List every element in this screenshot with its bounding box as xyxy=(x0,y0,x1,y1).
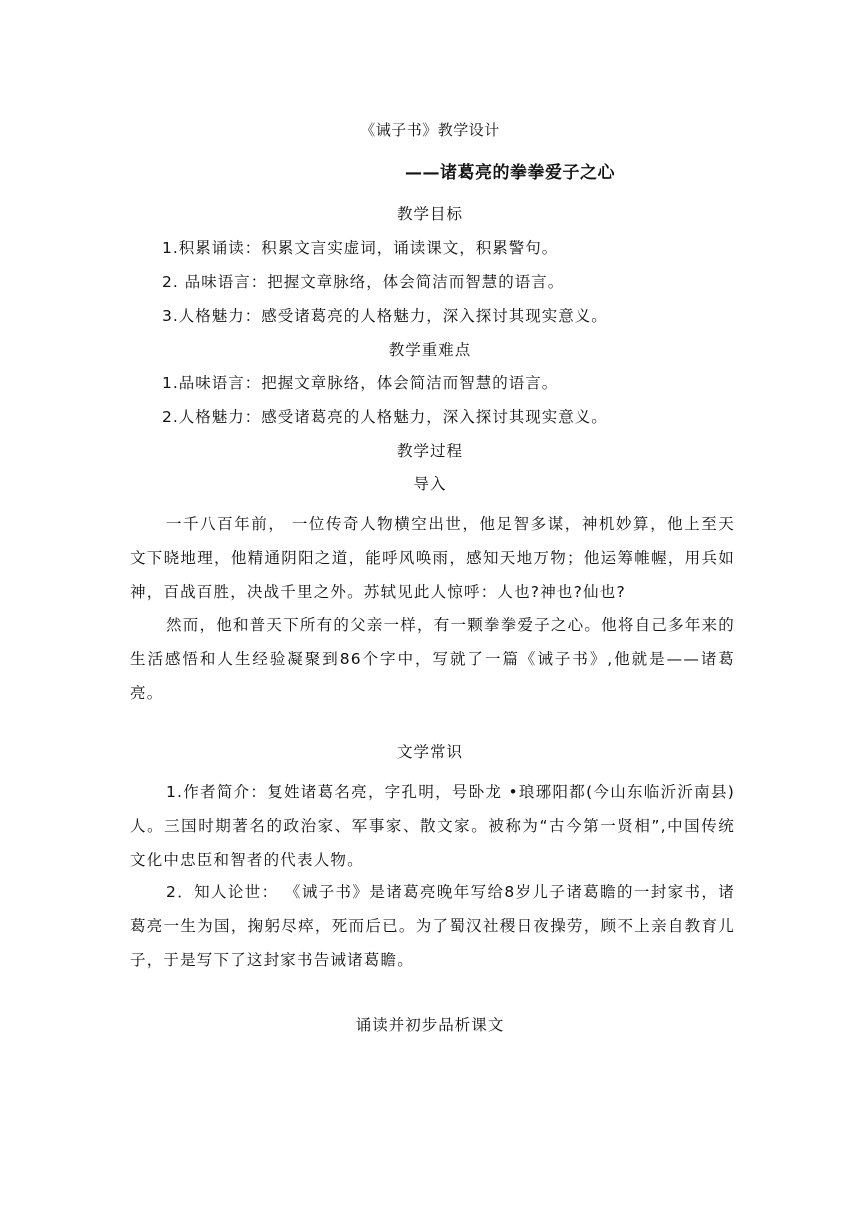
key-point-item: 1.品味语言：把握文章脉络，体会简洁而智慧的语言。 xyxy=(162,374,559,392)
literature-paragraph: 2．知人论世： 《诫子书》是诸葛亮晚年写给8岁儿子诸葛瞻的一封家书，诸葛亮一生为国，掬躬尽瘁，死而后已。为了蜀汉社稷日夜操劳，顾不上亲自教育儿子，于是写下了这封家书告诫诸葛瞻。 xyxy=(130,883,735,969)
process-heading: 教学过程 xyxy=(396,442,463,460)
goal-item: 2. 品味语言：把握文章脉络，体会简洁而智慧的语言。 xyxy=(162,273,565,291)
goal-item: 3.人格魅力：感受诸葛亮的人格魅力，深入探讨其现实意义。 xyxy=(162,307,608,325)
literature-heading: 文学常识 xyxy=(396,743,463,761)
document-subtitle: ——诸葛亮的拳拳爱子之心 xyxy=(405,163,615,183)
key-point-item: 2.人格魅力：感受诸葛亮的人格魅力，深入探讨其现实意义。 xyxy=(162,408,608,426)
intro-paragraph: 然而，他和普天下所有的父亲一样，有一颗拳拳爱子之心。他将自己多年来的生活感悟和人生经验凝聚到86个字中，写就了一篇《诫子书》,他就是——诸葛亮。 xyxy=(130,616,735,702)
literature-paragraph: 1.作者简介：复姓诸葛名亮，字孔明，号卧龙 •琅琊阳都(今山东临沂沂南县)人。三国时期著名的政治家、军事家、散文家。被称为“古今第一贤相”,中国传统文化中忠臣和智者的代表人物。 xyxy=(130,783,735,869)
goal-item: 1.积累诵读：积累文言实虚词，诵读课文，积累警句。 xyxy=(162,239,559,257)
reading-heading: 诵读并初步品析课文 xyxy=(355,1016,505,1034)
document-title: 《诫子书》教学设计 xyxy=(360,121,500,139)
key-points-heading: 教学重难点 xyxy=(388,341,472,359)
intro-heading: 导入 xyxy=(413,475,447,493)
goals-heading: 教学目标 xyxy=(396,205,463,223)
intro-paragraph: 一千八百年前， 一位传奇人物横空出世，他足智多谋，神机妙算，他上至天文下晓地理，他精通阴阳之道，能呼风唤雨，感知天地万物；他运筹帷幄，用兵如神，百战百胜，决战千里之外。苏轼见此人惊呼：人也?神也?仙也? xyxy=(130,515,735,601)
